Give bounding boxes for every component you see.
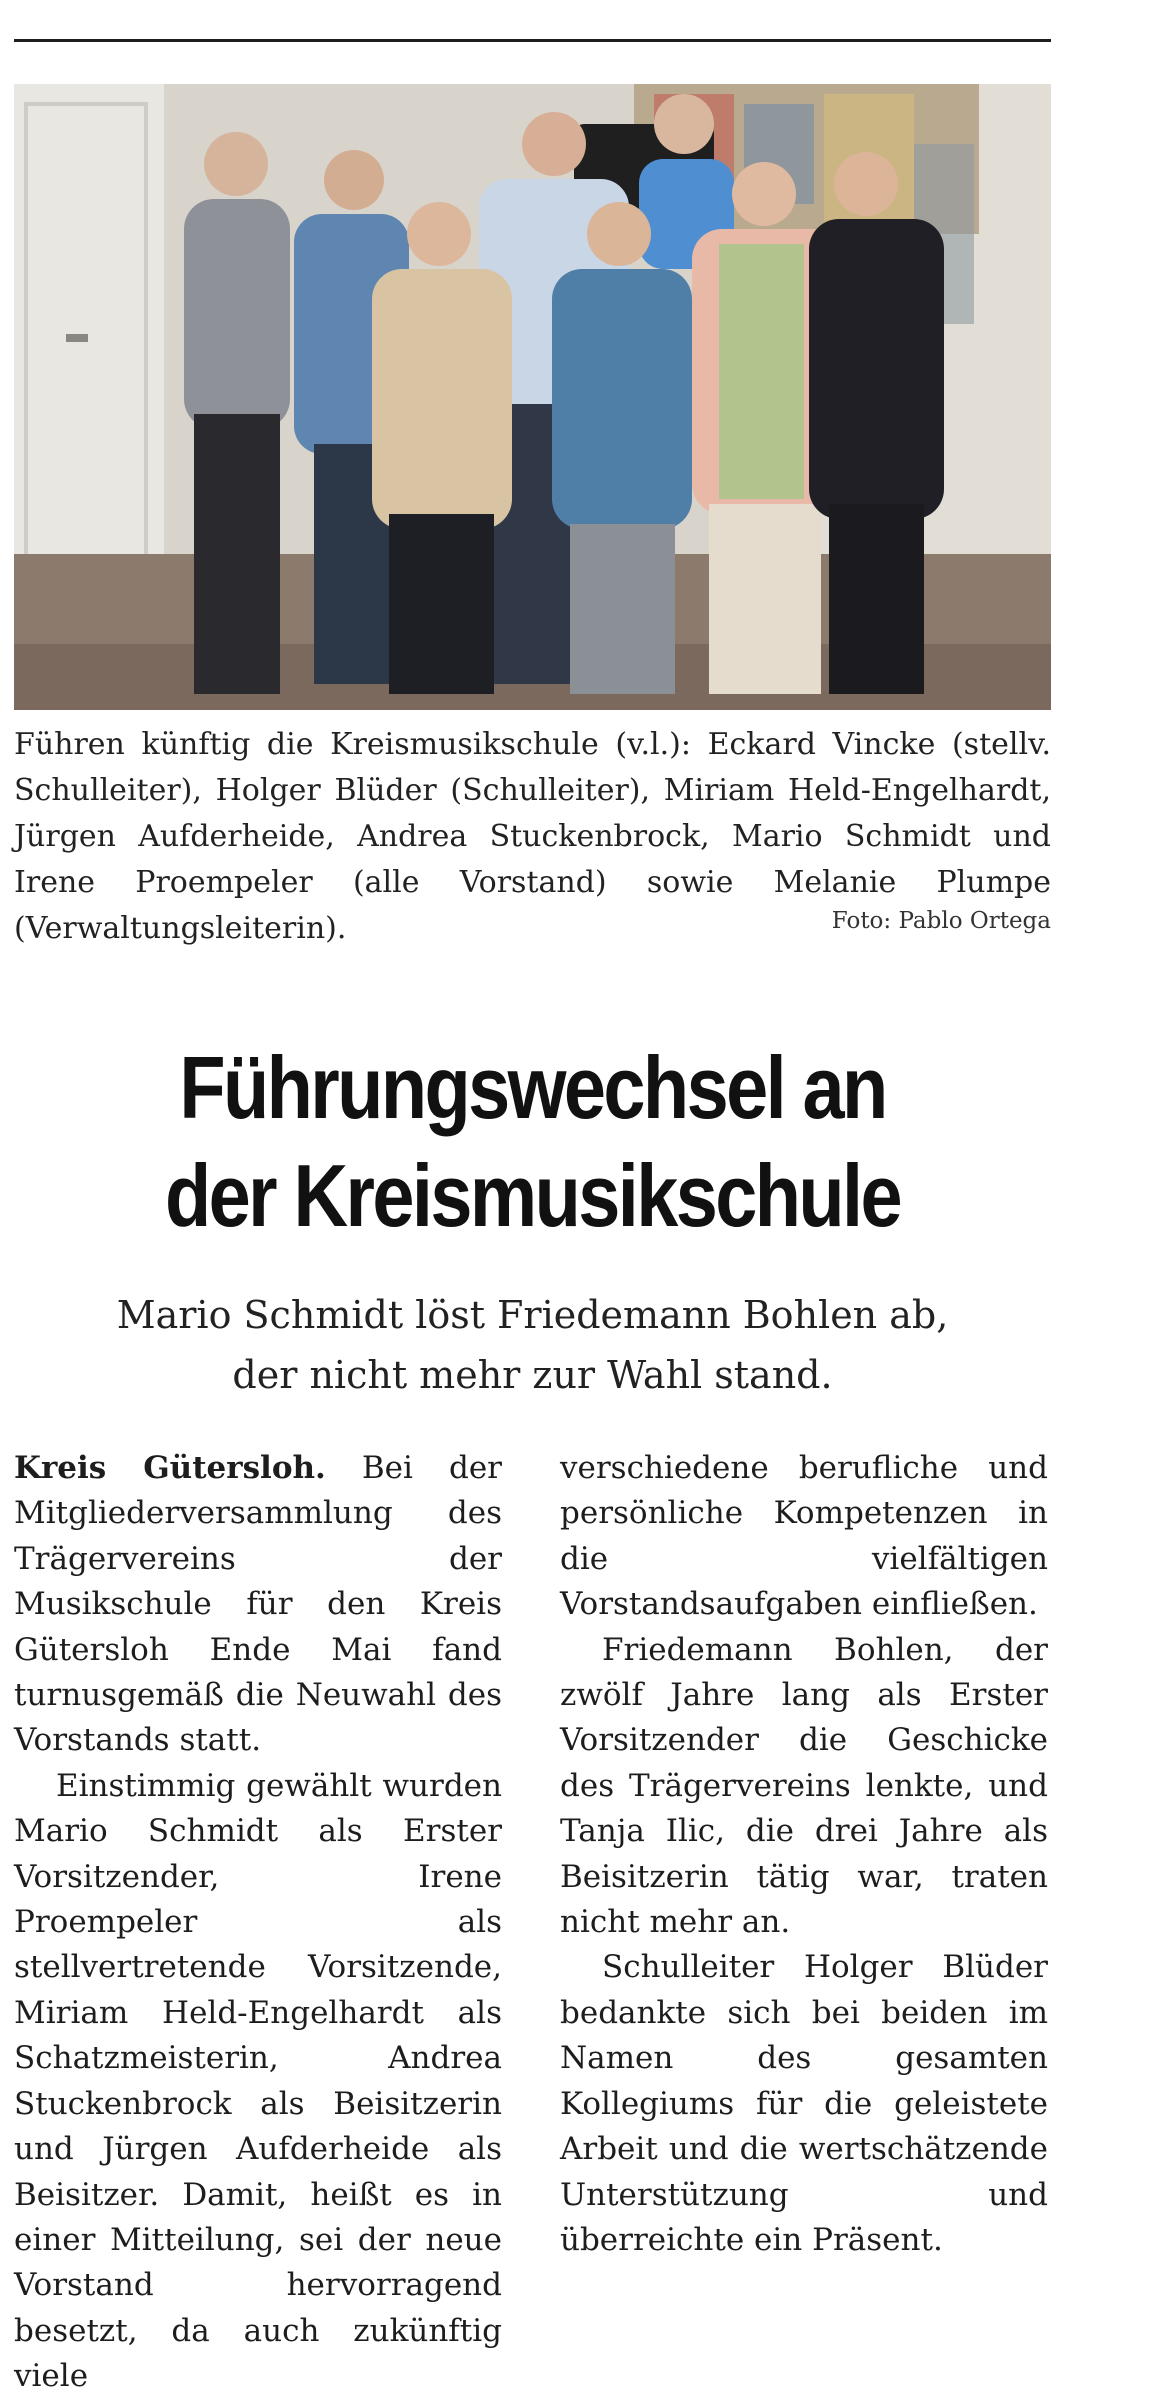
group-photo	[14, 84, 1051, 710]
group-photo-illustration	[14, 84, 1051, 710]
subheadline-line-2: der nicht mehr zur Wahl stand.	[232, 1353, 833, 1397]
dateline: Kreis Gütersloh.	[14, 1450, 326, 1486]
article-column-right	[560, 1446, 1048, 2263]
article-paragraph-4: Friedemann Bohlen, der zwölf Jahre lang als Erster Vorsitzender die Geschicke des Trägervereins lenkte, und Tanja Ilic, die drei Jahre als Beisitzerin tätig war, traten nicht mehr an.	[560, 1631, 1048, 1941]
paragraph-1-text: Bei der Mitgliederversammlung des Trägervereins der Musikschule für den Kreis Gütersloh Ende Mai fand turnusgemäß die Neuwahl des Vorstands statt.	[14, 1450, 502, 1759]
article-paragraph-1	[14, 1446, 502, 1764]
article-paragraph-5: Schulleiter Holger Blüder bedankte sich bei beiden im Namen des gesamten Kollegiums für die geleistete Arbeit und die wertschätzende Unterstützung und überreichte ein Präsent.	[560, 1949, 1048, 2258]
article-paragraph-3: verschiedene berufliche und persönliche Kompetenzen in die vielfältigen Vorstandsaufgaben einfließen.	[560, 1450, 1048, 1623]
photo-caption: Führen künftig die Kreismusikschule (v.l.): Eckard Vincke (stellv. Schulleiter), Holger Blüder (Schulleiter), Miriam Held-Engelhardt, Jürgen Aufderheide, Andrea Stuckenbrock, Mario Schmidt und Irene Proempeler (alle Vorstand) sowie Melanie Plumpe (Verwaltungsleiterin).	[14, 727, 1051, 946]
photo-credit: Foto: Pablo Ortega	[831, 908, 1051, 934]
headline	[75, 1034, 991, 1250]
article-column-left	[14, 1446, 502, 2400]
article-paragraph-2: Einstimmig gewählt wurden Mario Schmidt als Erster Vorsitzender, Irene Proempeler als stellvertretende Vorsitzende, Miriam Held-Engelhardt als Schatzmeisterin, Andrea Stuckenbrock als Beisitzerin und Jürgen Aufderheide als Beisitzer. Damit, heißt es in einer Mitteilung, sei der neue Vorstand hervorragend besetzt, da auch zukünftig viele	[14, 1767, 502, 2395]
top-rule	[14, 39, 1051, 42]
headline-line-1: Führungswechsel an	[179, 1038, 886, 1137]
subheadline-line-1: Mario Schmidt löst Friedemann Bohlen ab,	[116, 1293, 949, 1337]
subheadline	[0, 1285, 1065, 1405]
headline-line-2: der Kreismusikschule	[164, 1146, 900, 1245]
